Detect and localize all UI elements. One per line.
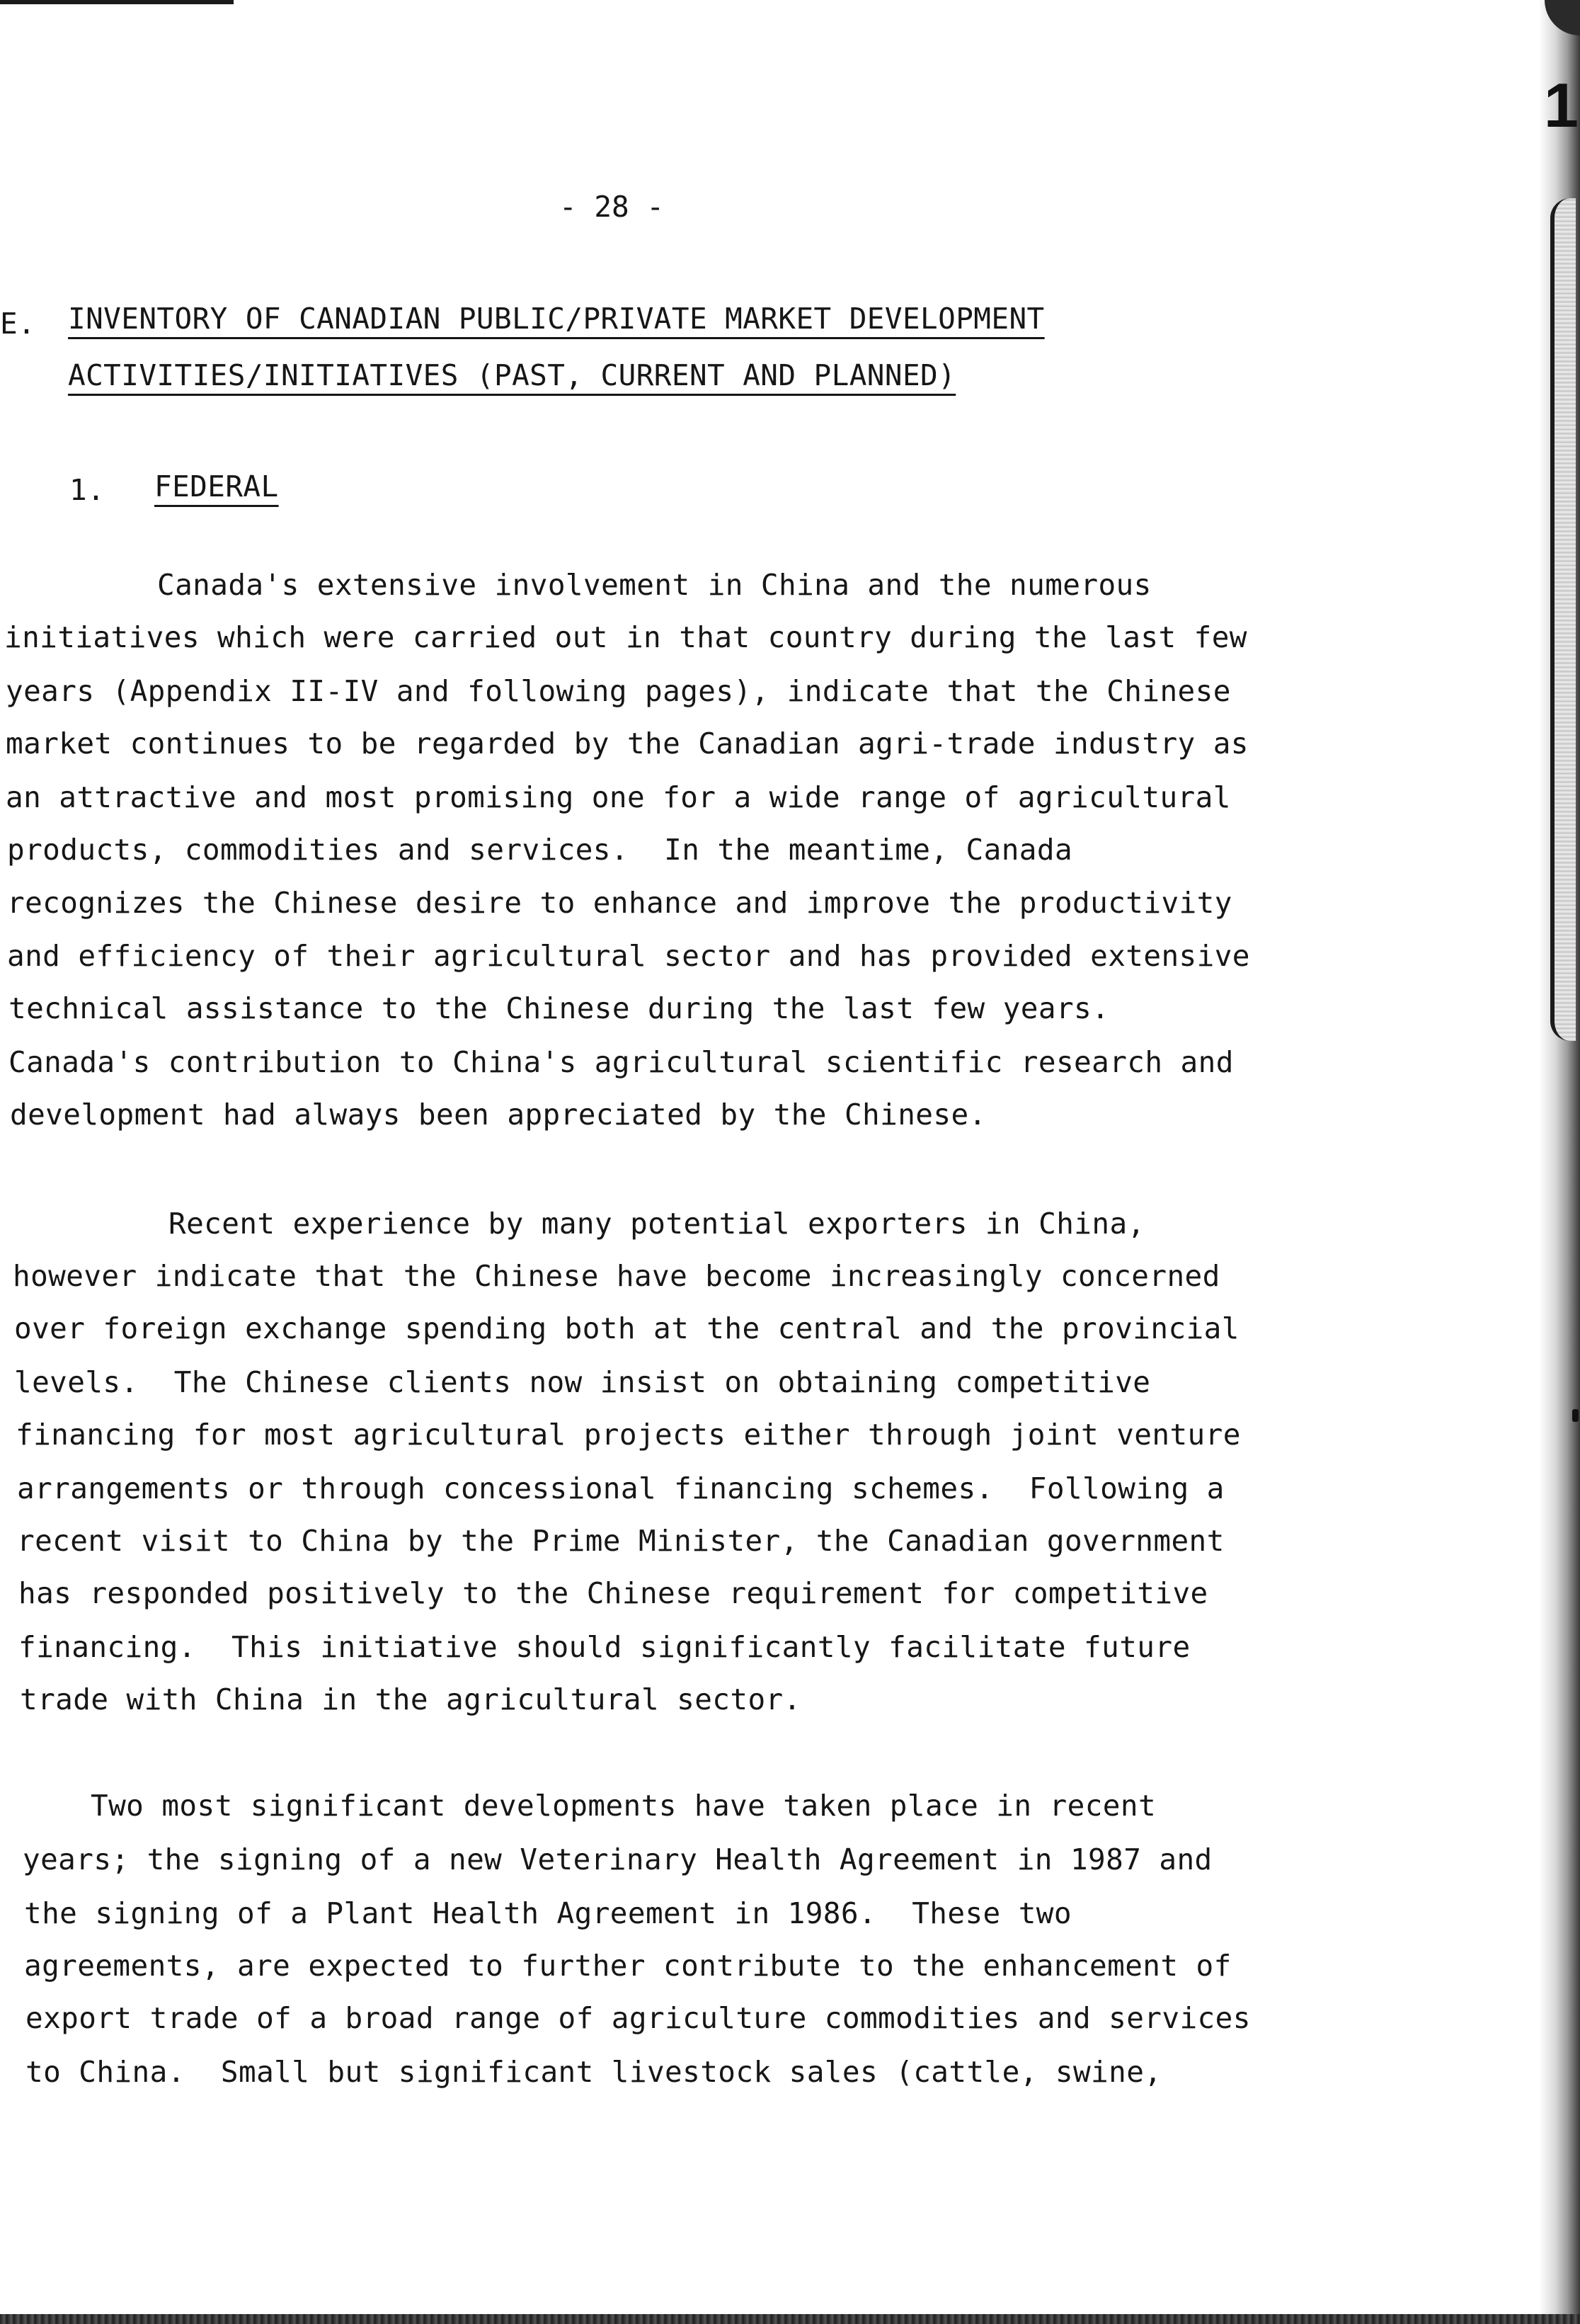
paragraph-2-line-7: recent visit to China by the Prime Minister, the Canadian government: [17, 1524, 1225, 1558]
paragraph-1-line-11: development had always been appreciated by the Chinese.: [10, 1098, 987, 1132]
page-number: - 28 -: [559, 190, 665, 224]
subsection-number: 1.: [69, 473, 105, 507]
section-title-line-1: INVENTORY OF CANADIAN PUBLIC/PRIVATE MARKET DEVELOPMENT: [68, 302, 1045, 336]
edge-tab-number: 1: [1544, 70, 1579, 140]
paragraph-1-line-8: and efficiency of their agricultural sector and has provided extensive: [7, 939, 1250, 973]
paragraph-2-line-3: over foreign exchange spending both at the central and the provincial: [14, 1311, 1240, 1345]
paragraph-2-line-1: Recent experience by many potential exporters in China,: [168, 1207, 1145, 1241]
paragraph-3-line-4: agreements, are expected to further contribute to the enhancement of: [24, 1949, 1232, 1983]
binding-bracket: [1550, 198, 1576, 1041]
paragraph-2-line-10: trade with China in the agricultural sector.: [20, 1682, 801, 1716]
paragraph-3-line-1: Two most significant developments have taken place in recent: [91, 1789, 1157, 1823]
paragraph-1-line-4: market continues to be regarded by the Canadian agri-trade industry as: [6, 727, 1249, 761]
paragraph-3-line-3: the signing of a Plant Health Agreement in 1986. These two: [24, 1896, 1072, 1930]
paragraph-1-line-3: years (Appendix II-IV and following pages), indicate that the Chinese: [6, 674, 1231, 708]
section-title-line-2: ACTIVITIES/INITIATIVES (PAST, CURRENT AND PLANNED): [68, 358, 956, 392]
paragraph-1-line-1: Canada's extensive involvement in China and the numerous: [157, 568, 1152, 602]
paragraph-1-line-6: products, commodities and services. In the meantime, Canada: [7, 833, 1073, 867]
subsection-title: FEDERAL: [154, 469, 279, 503]
paragraph-2-line-2: however indicate that the Chinese have become increasingly concerned: [13, 1259, 1220, 1293]
paragraph-1-line-5: an attractive and most promising one for a wide range of agricultural: [6, 780, 1231, 814]
paragraph-2-line-8: has responded positively to the Chinese requirement for competitive: [18, 1576, 1208, 1610]
paragraph-2-line-9: financing. This initiative should significantly facilitate future: [18, 1630, 1191, 1664]
paragraph-1-line-10: Canada's contribution to China's agricultural scientific research and: [8, 1045, 1234, 1079]
scan-speck: [1572, 1409, 1579, 1422]
paragraph-1-line-9: technical assistance to the Chinese during the last few years.: [8, 991, 1110, 1025]
paragraph-2-line-4: levels. The Chinese clients now insist on obtaining competitive: [14, 1365, 1151, 1399]
paragraph-3-line-5: export trade of a broad range of agriculture commodities and services: [25, 2001, 1251, 2035]
scan-top-rule: [0, 0, 234, 4]
paragraph-1-line-2: initiatives which were carried out in that country during the last few: [4, 620, 1247, 654]
paragraph-3-line-2: years; the signing of a new Veterinary Health Agreement in 1987 and: [23, 1842, 1213, 1876]
paragraph-1-line-7: recognizes the Chinese desire to enhance and improve the productivity: [7, 886, 1232, 920]
paragraph-2-line-6: arrangements or through concessional financing schemes. Following a: [17, 1471, 1225, 1505]
section-letter: E.: [0, 307, 36, 341]
paragraph-2-line-5: financing for most agricultural projects either through joint venture: [16, 1418, 1241, 1452]
paragraph-3-line-6: to China. Small but significant livestock sales (cattle, swine,: [25, 2055, 1162, 2089]
scan-bottom-edge: [0, 2314, 1580, 2324]
